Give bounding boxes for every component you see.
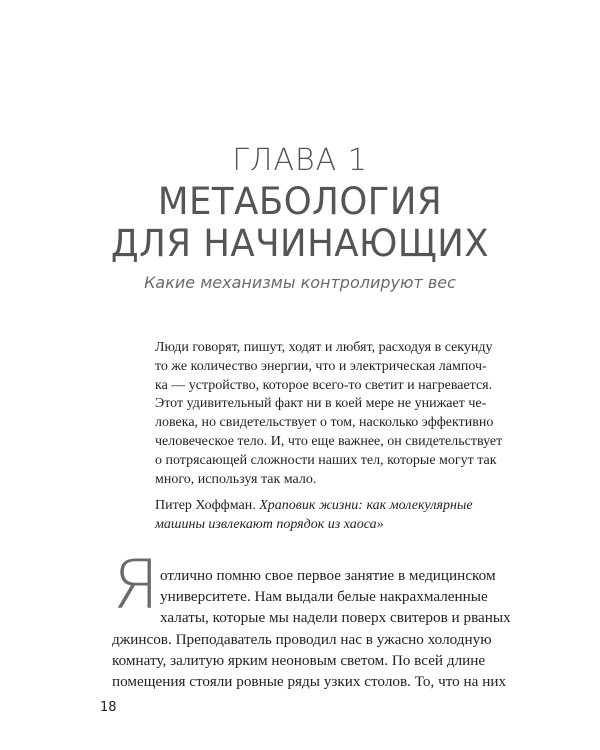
chapter-subtitle: Какие механизмы контролируют вес <box>144 273 456 292</box>
drop-cap: Я <box>112 546 160 625</box>
body-line: помещения стояли ровные ряды узких столов. То, что на них <box>112 673 507 691</box>
body-line: университете. Нам выдали белые накрахмаленные <box>160 588 488 606</box>
page-number: 18 <box>100 700 117 715</box>
epigraph-line: ловека, но свидетельствует о том, насколько эффективно <box>155 415 494 431</box>
body-line: халаты, которые мы надели поверх свитеров и рваных <box>160 609 511 627</box>
epigraph-line: Люди говорят, пишут, ходят и любят, расходуя в секунду <box>155 340 493 355</box>
epigraph-line: ка — устройство, которое всего-то светит и нагревается. <box>155 377 493 393</box>
epigraph-line: о потрясающей сложности наших тел, которые могут так <box>155 452 497 468</box>
epigraph-line: Этот удивительный факт ни в коей мере не унижает че- <box>155 396 487 412</box>
epigraph-line: то же количество энергии, что и электрическая лампоч- <box>155 358 487 374</box>
epigraph-author: Питер Хоффман. <box>155 498 256 513</box>
body-line: джинсов. Преподаватель проводил нас в ужасно холодную <box>112 630 492 648</box>
epigraph-book-title-cont: машины извлекают порядок из хаоса» <box>155 517 384 532</box>
body-text <box>112 565 511 692</box>
chapter-title-line-1: МЕТАБОЛОГИЯ <box>157 180 443 223</box>
body-line: комнату, залитую ярким неоновым светом. По всей длине <box>112 651 486 669</box>
epigraph-line: человеческое тело. И, что еще важнее, он свидетельствует <box>155 433 503 449</box>
epigraph-line: много, используя так мало. <box>155 471 317 487</box>
chapter-label: ГЛАВА 1 <box>232 143 368 178</box>
epigraph-attribution <box>155 496 500 534</box>
chapter-title-line-2: ДЛЯ НАЧИНАЮЩИХ <box>110 222 490 265</box>
epigraph-book-title: Храповик жизни: как молекулярные <box>259 498 473 513</box>
epigraph <box>155 339 503 489</box>
body-line: отлично помню свое первое занятие в медицинском <box>160 567 496 584</box>
